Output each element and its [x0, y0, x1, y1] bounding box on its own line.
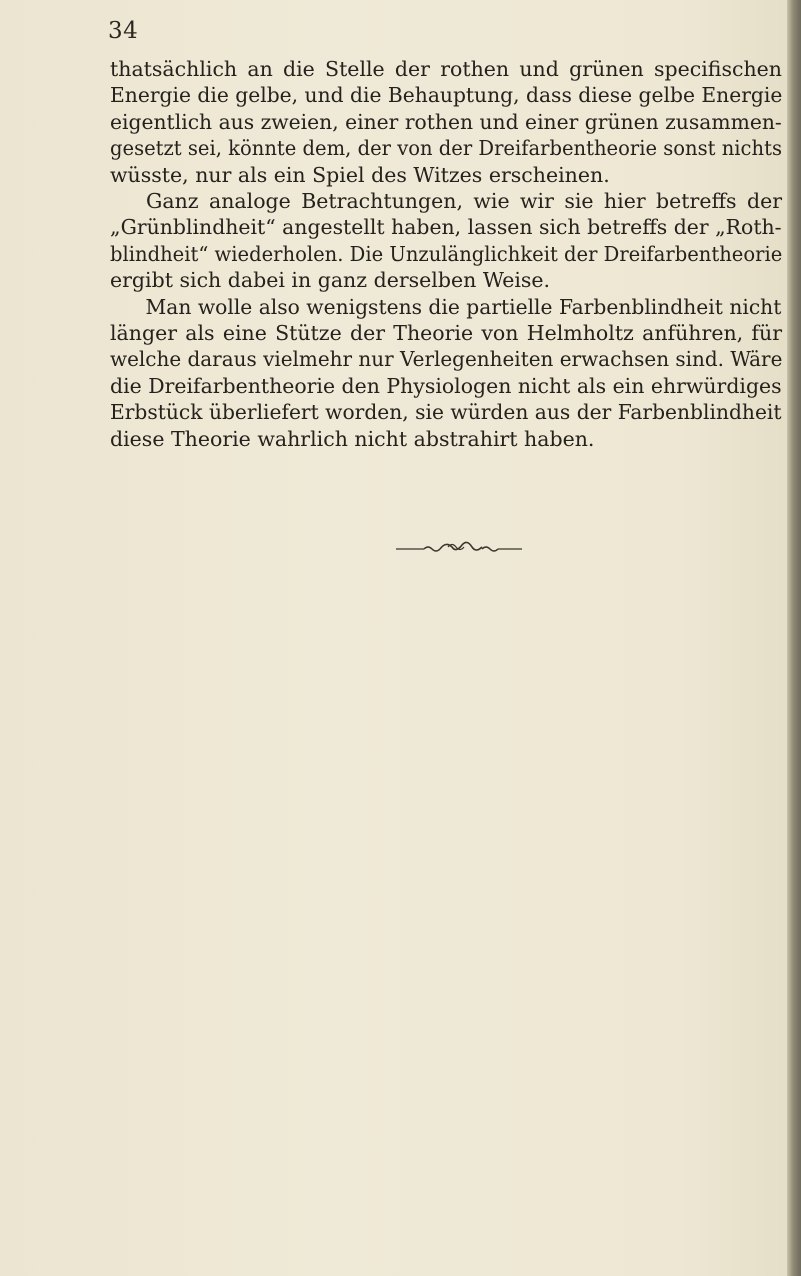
decorative-rule-ornament [394, 538, 524, 558]
text-line: länger als eine Stütze der Theorie von Helmholtz anführen, für [110, 321, 782, 346]
text-line: „Grünblindheit“ angestellt haben, lassen sich betreffs der „Roth- [110, 215, 782, 240]
text-line: Man wolle also wenigstens die partielle Farbenblindheit nicht [145, 294, 782, 319]
text-line: welche daraus vielmehr nur Verlegenheiten erwachsen sind. Wäre [110, 347, 783, 372]
body-text [110, 56, 782, 452]
text-line: eigentlich aus zweien, einer rothen und einer grünen zusammen- [110, 109, 782, 134]
text-line: die Dreifarbentheorie den Physiologen nicht als ein ehrwürdiges [110, 373, 782, 398]
text-line: ergibt sich dabei in ganz derselben Weise. [110, 268, 551, 293]
text-line: gesetzt sei, könnte dem, der von der Dreifarbentheorie sonst nichts [110, 136, 782, 161]
text-line: Energie die gelbe, und die Behauptung, dass diese gelbe Energie [110, 83, 783, 108]
page-edge-shadow [787, 0, 801, 1276]
text-line: wüsste, nur als ein Spiel des Witzes erscheinen. [110, 162, 610, 187]
text-line: Erbstück überliefert worden, sie würden aus der Farbenblindheit [110, 400, 782, 425]
text-line: Ganz analoge Betrachtungen, wie wir sie hier betreffs der [146, 189, 782, 214]
text-line: blindheit“ wiederholen. Die Unzulänglichkeit der Dreifarbentheorie [110, 241, 783, 266]
page-number: 34 [108, 18, 139, 44]
text-line: thatsächlich an die Stelle der rothen und grünen specifischen [110, 57, 782, 81]
text-line: diese Theorie wahrlich nicht abstrahirt haben. [110, 426, 595, 451]
